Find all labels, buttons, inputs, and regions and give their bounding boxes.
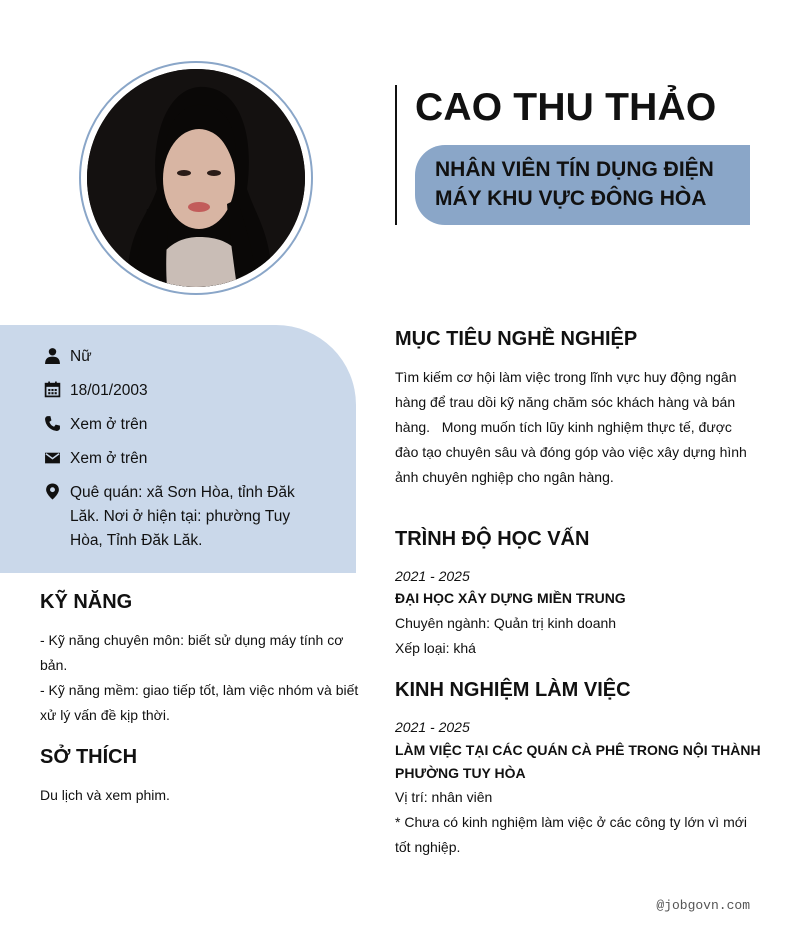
watermark: @jobgovn.com (656, 898, 750, 913)
candidate-name: CAO THU THẢO (415, 86, 717, 129)
contact-birthdate (44, 379, 148, 403)
skills-content (40, 628, 358, 728)
education-major: Chuyên ngành: Quản trị kinh doanh (395, 615, 617, 631)
skills-line-3: - Kỹ năng mềm: giao tiếp tốt, làm việc nhóm và biết (40, 682, 359, 698)
experience-title: KINH NGHIỆM LÀM VIỆC (395, 679, 631, 701)
address-text (70, 481, 295, 553)
contact-phone (44, 413, 147, 437)
avatar (87, 69, 305, 287)
job-title-badge (415, 145, 750, 225)
skills-line-1: - Kỹ năng chuyên môn: biết sử dụng máy tính cơ (40, 632, 344, 648)
address-line-1: Quê quán: xã Sơn Hòa, tỉnh Đăk (70, 484, 295, 501)
phone-text: Xem ở trên (70, 416, 148, 433)
birthdate-text: 18/01/2003 (70, 382, 148, 399)
objective-line-1: Tìm kiếm cơ hội làm việc trong lĩnh vực huy động ngân (395, 369, 737, 385)
objective-content (395, 365, 747, 490)
objective-line-4: đào tạo chuyên sâu và đóng góp vào việc xây dựng hình (395, 444, 747, 460)
avatar-portrait (87, 69, 305, 287)
experience-note-line-2: tốt nghiệp. (395, 839, 461, 855)
hobbies-text: Du lịch và xem phim. (40, 787, 170, 803)
experience-company-line-2: PHƯỜNG TUY HÒA (395, 765, 526, 781)
gender-text: Nữ (70, 348, 92, 365)
skills-line-4: xử lý vấn đề kịp thời. (40, 707, 170, 723)
job-title-line-2: MÁY KHU VỰC ĐÔNG HÒA (435, 187, 707, 210)
address-line-2: Lăk. Nơi ở hiện tại: phường Tuy (70, 508, 291, 525)
education-period: 2021 - 2025 (395, 568, 470, 584)
experience-company-line-1: LÀM VIỆC TẠI CÁC QUÁN CÀ PHÊ TRONG NỘI THÀNH (395, 742, 761, 758)
email-text: Xem ở trên (70, 450, 148, 467)
user-icon (44, 347, 61, 364)
skills-line-2: bản. (40, 657, 68, 673)
address-line-3: Hòa, Tỉnh Đăk Lăk. (70, 532, 203, 549)
phone-icon (44, 415, 61, 432)
objective-line-5: ảnh chuyên nghiệp cho ngân hàng. (395, 469, 614, 485)
contact-email (44, 447, 147, 471)
job-title-line-1: NHÂN VIÊN TÍN DỤNG ĐIỆN (435, 158, 714, 181)
experience-position: Vị trí: nhân viên (395, 789, 493, 805)
education-title: TRÌNH ĐỘ HỌC VẤN (395, 528, 590, 550)
education-grade: Xếp loại: khá (395, 640, 476, 656)
avatar-frame (79, 61, 313, 295)
experience-note-line-1: * Chưa có kinh nghiệm làm việc ở các công ty lớn vì mới (395, 814, 748, 830)
skills-title: KỸ NĂNG (40, 591, 133, 613)
location-pin-icon (44, 483, 61, 500)
calendar-icon (44, 381, 61, 398)
objective-title: MỤC TIÊU NGHỀ NGHIỆP (395, 328, 638, 350)
contact-address (44, 481, 295, 553)
contact-gender (44, 345, 92, 369)
objective-line-3: hàng. Mong muốn tích lũy kinh nghiệm thực tế, được (395, 419, 732, 435)
name-divider (395, 85, 397, 225)
experience-period: 2021 - 2025 (395, 719, 470, 735)
mail-icon (44, 449, 61, 466)
hobbies-title: SỞ THÍCH (40, 746, 138, 768)
education-school: ĐẠI HỌC XÂY DỰNG MIỀN TRUNG (395, 590, 626, 606)
objective-line-2: hàng để trau dồi kỹ năng chăm sóc khách hàng và bán (395, 394, 736, 410)
